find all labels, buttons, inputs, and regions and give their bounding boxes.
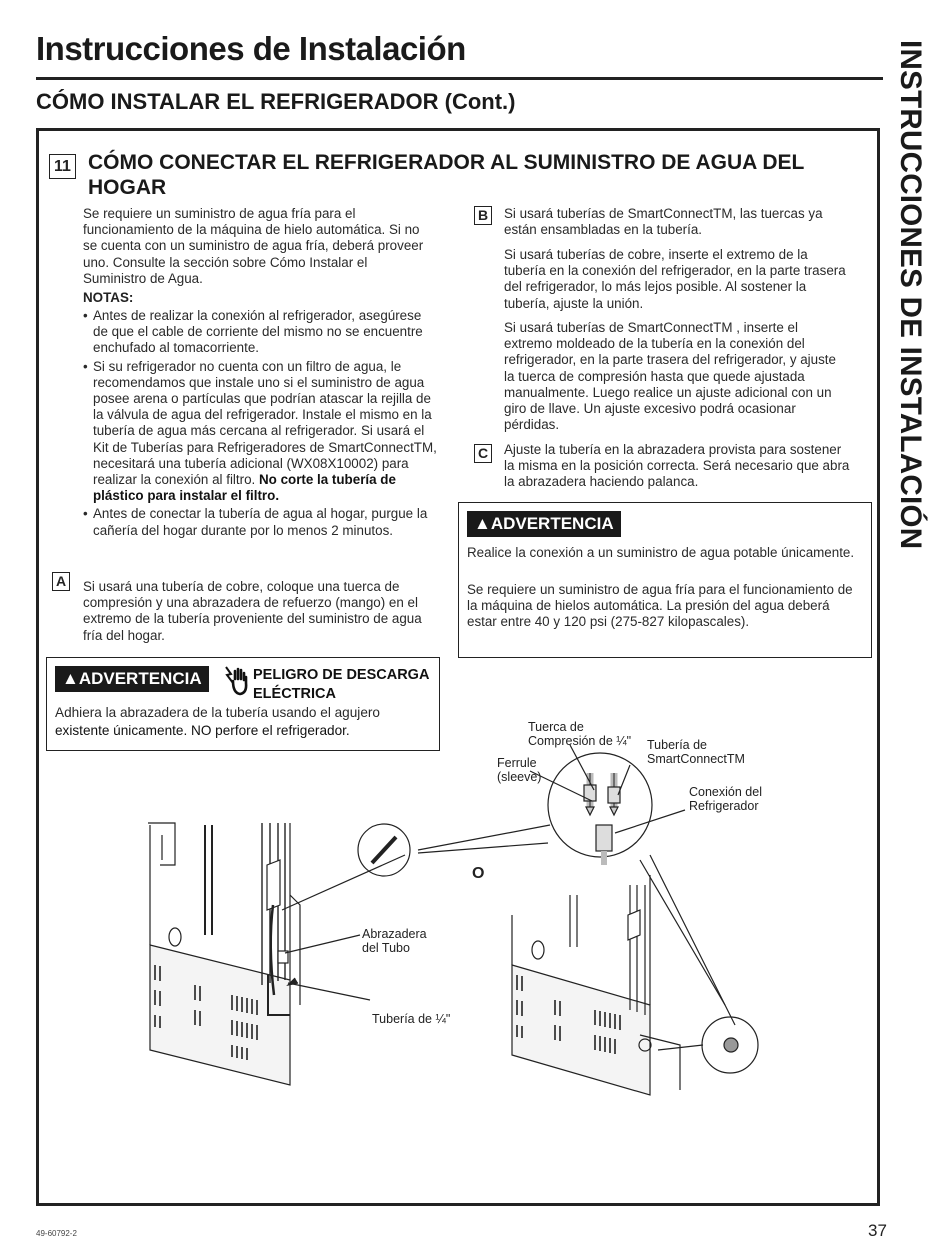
label-tube-quarter: Tubería de ¼" [372,1012,451,1026]
label-ferrule: Ferrule (sleeve) [497,756,542,784]
label-tube-clamp: Abrazadera del Tubo [362,927,427,955]
warning-triangle-icon: ▲ [474,514,491,533]
note-item [83,308,438,357]
step-letter-c: C [474,444,492,463]
label-smartconnect-tube: Tubería de SmartConnectTM [647,738,745,766]
paragraph-c: Ajuste la tubería en la abrazadera provista para sostener la misma en la posición correcta. Será necesario que abra la abrazadera haciendo palanca. [504,442,850,490]
paragraph-a: Si usará una tubería de cobre, coloque una tuerca de compresión y una abrazadera de refuerzo (mango) en el extremo de la tubería proveniente del suministro de agua fría del hogar. [83,579,422,643]
warning-badge [467,511,621,537]
notes-list [83,308,438,541]
installation-figure [140,715,880,1105]
warning-label-text: ADVERTENCIA [490,514,614,533]
warning-text-1: Realice la conexión a un suministro de agua potable únicamente. [467,545,855,560]
warning-label-text: ADVERTENCIA [78,669,202,688]
note-item [83,506,438,538]
section-subtitle: CÓMO INSTALAR EL REFRIGERADOR (Cont.) [36,89,516,114]
label-compression-nut: Tuerca de Compresión de ¼" [528,720,632,748]
hazard-title: PELIGRO DE DESCARGA ELÉCTRICA [253,667,429,702]
warning-triangle-icon: ▲ [62,669,79,688]
step-number: 11 [49,154,76,179]
step-letter-b: B [474,206,492,225]
label-fridge-connection: Conexión del Refrigerador [689,785,762,813]
note-bold-text: No corte la tubería de plástico para instalar el filtro. [93,472,396,504]
page-title: Instrucciones de Instalación [36,30,466,67]
note-text: Antes de conectar la tubería de agua al hogar, purgue la cañería del hogar durante por lo menos 2 minutos. [93,506,428,538]
paragraph-b1: Si usará tuberías de SmartConnectTM, las tuercas ya están ensambladas en la tubería. [504,206,823,238]
intro-paragraph: Se requiere un suministro de agua fría para el funcionamiento de la máquina de hielo automática. Si no se cuenta con un suministro de agua fría, deberá proveer uno. Consulte la sección sobre Cómo Instalar el Suministro de Agua. [83,206,424,286]
note-item [83,359,438,505]
page-number: 37 [868,1221,887,1240]
step-letter-a: A [52,572,70,591]
notes-label: NOTAS: [83,290,134,305]
document-code: 49-60792-2 [36,1229,77,1238]
potable-water-warning [458,502,872,658]
paragraph-b3: Si usará tuberías de SmartConnectTM , inserte el extremo moldeado de la tubería en la conexión del refrigerador, en la parte trasera del refrigerador, y ajuste la tuerca de compresión hasta que quede ajustada manualmente. Luego realice un ajuste adicional con un giro de llave. Un ajuste excesivo podrá ocasionar pérdidas. [504,320,836,433]
side-title-text: INSTRUCCIONES DE INSTALACIÓN [894,40,927,550]
note-text: Antes de realizar la conexión al refrigerador, asegúrese de que el cable de corriente del mismo no se encuentre enchufado al tomacorriente. [93,308,423,356]
note-text: Si su refrigerador no cuenta con un filtro de agua, le recomendamos que instale uno si el suministro de agua posee arena o partículas que podrían atascar la rejilla de la válvula de agua del refrigerador. Instale el mismo en la tubería de agua más cercana al refrigerador. Si usará el Kit de Tuberías para Refrigeradores de SmartConnectTM, necesitará una tubería adicional (WX08X10002) para realizar la conexión al filtro. [93,358,437,488]
warning-badge [55,666,209,692]
electric-hand-icon [223,665,249,695]
warning-text-1: Adhiera la abrazadera de la tubería usando el agujero [55,705,380,720]
warning-label [55,666,209,692]
paragraph-b2: Si usará tuberías de cobre, inserte el extremo de la tubería en la conexión del refrigerador, en la parte trasera del refrigerador, lo más lejos posible. Al sostener la tubería, ajuste la unión. [504,247,846,311]
warning-text-2: existente únicamente. NO perfore el refrigerador. [55,723,350,738]
label-or: O [472,865,485,882]
side-title [893,40,943,600]
title-rule [36,77,883,80]
step-heading: CÓMO CONECTAR EL REFRIGERADOR AL SUMINISTRO DE AGUA DEL HOGAR [88,151,804,199]
warning-label [467,511,621,537]
warning-text-2: Se requiere un suministro de agua fría para el funcionamiento de la máquina de hielos automática. La presión del agua deberá estar entre 40 y 120 psi (275-827 kilopascales). [467,582,853,630]
